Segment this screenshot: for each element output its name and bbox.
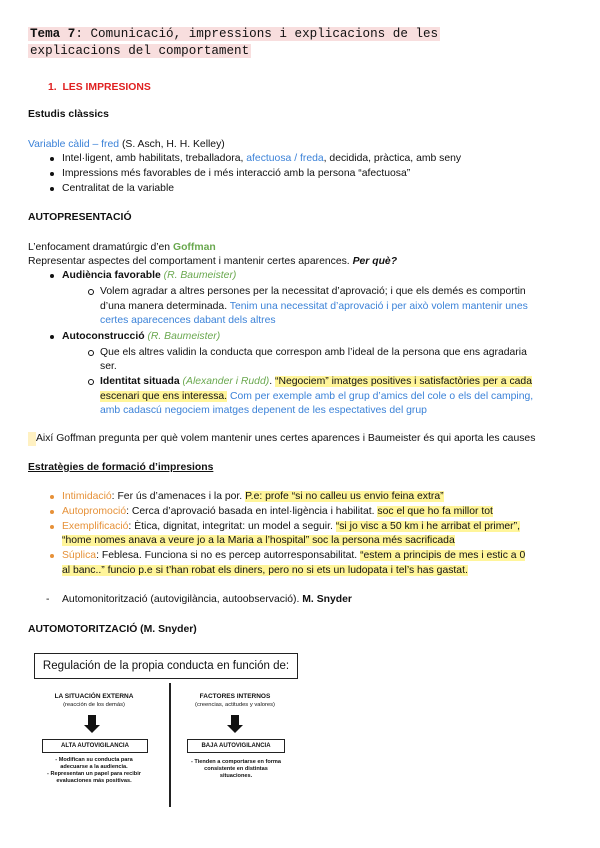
strategy-example: soc el que ho fa millor tot bbox=[377, 506, 493, 517]
sub-item-cont bbox=[100, 390, 533, 404]
title-rest: : Comunicació, impressions i explicacions de les bbox=[75, 27, 439, 41]
summary-text: Així Goffman pregunta per què volem mantenir unes certes aparences i Baumeister és qui aporta les causes bbox=[36, 433, 536, 444]
identitat-example: Com per exemple amb el grup d’amics del cole o els del camping, bbox=[227, 391, 534, 402]
heading-autopresentacio: AUTOPRESENTACIÓ bbox=[28, 212, 132, 223]
left-sub: (reacción de los demás) bbox=[63, 702, 125, 708]
right-text: - Tienden a comportarse en forma consistente en distintas situaciones. bbox=[190, 759, 282, 779]
list-item bbox=[62, 549, 525, 563]
list-item bbox=[62, 505, 493, 519]
down-arrow-icon bbox=[227, 725, 243, 733]
strategy-term: Intimidació bbox=[62, 491, 112, 502]
sub-item: Que els altres validin la conducta que correspon amb l’ideal de la persona que ens agradaria bbox=[100, 347, 527, 358]
strategy-term: Súplica bbox=[62, 550, 97, 561]
strategy-text: : Ètica, dignitat, integritat: un model a seguir. bbox=[128, 521, 336, 532]
bullet-blue: afectuosa / freda bbox=[246, 153, 324, 164]
strategy-example: P.e: profe “si no calleu us envio feina extra” bbox=[245, 491, 444, 502]
intro-question: Per què? bbox=[352, 256, 398, 267]
down-arrow-icon bbox=[84, 725, 100, 733]
strategy-example-cont: “home nomes anava a veure jo a la Maria a l’hospital” soc la persona més sacrificada bbox=[62, 535, 455, 546]
sub-text: d’una manera determinada. bbox=[100, 301, 230, 312]
bullet-text: Intel·ligent, amb habilitats, treballadora, bbox=[62, 153, 247, 164]
intro-line2 bbox=[28, 255, 397, 269]
subheading-estudis: Estudis clàssics bbox=[28, 109, 109, 120]
title-line2: explicacions del comportament bbox=[30, 44, 250, 58]
variable-line bbox=[28, 138, 225, 152]
right-heading: FACTORES INTERNOS bbox=[199, 693, 271, 700]
diagram-figure bbox=[30, 647, 560, 807]
strategy-example: “si jo visc a 50 km i he arribat el primer”, bbox=[335, 521, 520, 532]
list-item bbox=[62, 490, 444, 504]
strategy-term: Autopromoció bbox=[62, 506, 127, 517]
section-heading bbox=[48, 81, 151, 95]
sub-item-cont: certes aparecences dabant dels altres bbox=[100, 315, 276, 326]
intro-text: L’enfocament dramatúrgic d’en bbox=[28, 242, 173, 253]
strategy-text: : Cerca d’aprovació basada en intel·ligència i habilitat. bbox=[126, 506, 378, 517]
list-item bbox=[62, 152, 461, 166]
autoconstruccio-label: Autoconstrucció bbox=[62, 331, 145, 342]
identitat-text: “Negociem” imatges positives i satisfactòries per a cada bbox=[274, 376, 532, 387]
audiencia-ref: (R. Baumeister) bbox=[160, 270, 237, 281]
list-item-cont bbox=[62, 564, 468, 578]
list-item-autoconstruccio bbox=[62, 330, 220, 344]
audiencia-label: Audiència favorable bbox=[62, 270, 161, 281]
strategy-term: Exemplificació bbox=[62, 521, 129, 532]
strategy-example: “estem a principis de mes i estic a 0 bbox=[360, 550, 526, 561]
list-item: Centralitat de la variable bbox=[62, 183, 175, 194]
dash-author: M. Snyder bbox=[302, 594, 352, 605]
heading-estrategies: Estratègies de formació d’impresions bbox=[28, 462, 214, 473]
figure-title: Regulación de la propia conducta en función de: bbox=[34, 653, 298, 679]
left-box: ALTA AUTOVIGILANCIA bbox=[42, 739, 148, 753]
dash-text: Automonitorització (autovigilància, autoobservació). bbox=[62, 594, 303, 605]
sub-text-blue: Tenim una necessitat d’aprovació i per això volem mantenir unes bbox=[229, 301, 528, 312]
autoconstruccio-ref: (R. Baumeister) bbox=[144, 331, 221, 342]
section-number: 1. bbox=[48, 82, 57, 93]
figure-divider bbox=[169, 683, 171, 807]
bullet-text-end: , decidida, pràctica, amb seny bbox=[323, 153, 462, 164]
sub-item-cont: ser. bbox=[100, 361, 117, 372]
right-arrow-shaft bbox=[231, 715, 239, 725]
left-text: - Modifican su conducta para adecuarse a la audiencia. - Representan un papel para recibir evaluaciones más positivas. bbox=[47, 757, 141, 784]
heading-automotoritzacio: AUTOMOTORITZACIÓ (M. Snyder) bbox=[28, 624, 197, 635]
section-title: LES IMPRESIONS bbox=[62, 82, 151, 93]
strategy-text: : Fer ús d’amenaces i la por. bbox=[111, 491, 246, 502]
list-item bbox=[62, 520, 520, 534]
list-item-cont bbox=[62, 534, 455, 548]
sub-item-cont: amb cadascú negociem imatges depenent de les espectatives del grup bbox=[100, 405, 427, 416]
list-item: Impressions més favorables de i més interacció amb la persona “afectuosa” bbox=[62, 168, 411, 179]
sub-item-cont bbox=[100, 300, 528, 314]
strategy-text: : Feblesa. Funciona si no es percep autorresponsabilitat. bbox=[96, 550, 361, 561]
variable-ref: (S. Asch, H. H. Kelley) bbox=[119, 139, 225, 150]
goffman-name: Goffman bbox=[172, 242, 216, 253]
identitat-ref: (Alexander i Rudd) bbox=[179, 376, 270, 387]
intro-line1 bbox=[28, 241, 216, 255]
right-sub: (creencias, actitudes y valores) bbox=[195, 702, 275, 708]
left-heading: LA SITUACIÓN EXTERNA bbox=[54, 693, 134, 700]
document-title bbox=[28, 26, 493, 60]
identitat-label: Identitat situada bbox=[100, 376, 180, 387]
list-item-audiencia bbox=[62, 269, 236, 283]
summary-line bbox=[28, 432, 535, 446]
sub-item-identitat: Identitat situada (Alexander i Rudd). “Negociem” imatges positives i satisfactòries per a cada bbox=[100, 376, 532, 387]
dash-item bbox=[62, 593, 352, 607]
identitat-text2: escenari que ens interessa. bbox=[100, 391, 228, 402]
intro-text: Representar aspectes del comportament i mantenir certes aparences. bbox=[28, 256, 353, 267]
sub-item: Volem agradar a altres persones per la necessitat d’aprovació; i que els demés es comportin bbox=[100, 286, 526, 297]
right-box: BAJA AUTOVIGILANCIA bbox=[187, 739, 285, 753]
title-lead: Tema 7 bbox=[30, 27, 76, 41]
left-arrow-shaft bbox=[88, 715, 96, 725]
variable-label: Variable càlid – fred bbox=[28, 139, 120, 150]
strategy-example-cont: al banc..” funcio p.e si t’han robat els diners, pero no si ets un ludopata i tel’s has gastat. bbox=[62, 565, 468, 576]
